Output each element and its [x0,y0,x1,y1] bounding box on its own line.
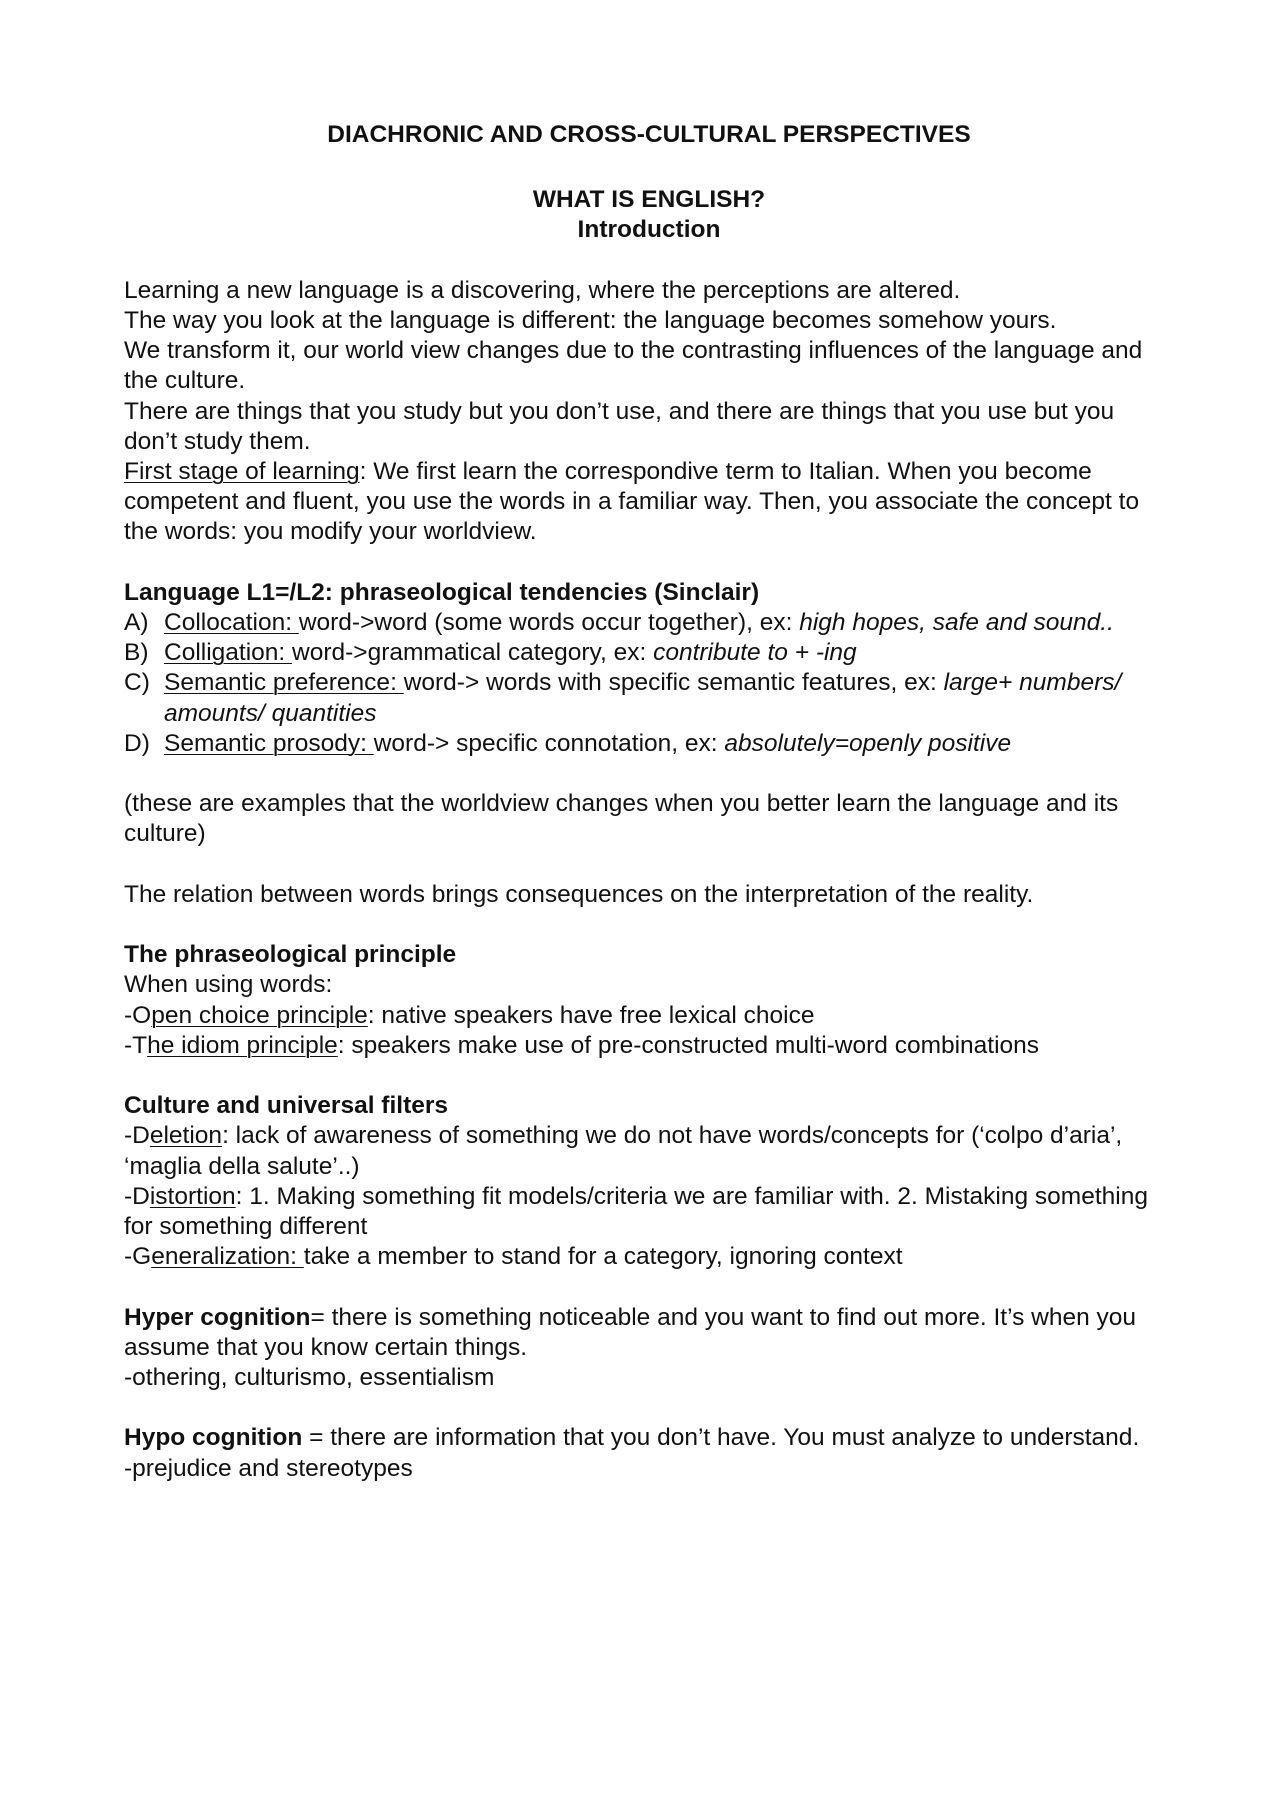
list-marker: B) [124,639,149,667]
hypo-cognition-term: Hypo cognition [124,1424,303,1452]
list-item [124,668,1174,728]
distortion-line [124,1182,1174,1242]
intro-paragraph-5 [124,457,1174,548]
examples-note: (these are examples that the worldview changes when you better learn the language and its culture) [124,790,1119,848]
idiom-label: he idiom principle [147,1031,338,1059]
item-text: word->grammatical category, ex: [292,639,654,667]
list-item [124,608,1174,638]
line-prefix: -T [124,1031,148,1059]
hyper-cognition-term: Hyper cognition [124,1303,311,1331]
collocation-label: Collocation: [164,609,299,637]
intro-paragraph-3: We transform it, our world view changes due to the contrasting influences of the language and the culture. [124,337,1143,395]
principle-lead: When using words: [124,971,333,999]
colligation-label: Colligation: [164,639,293,667]
line-prefix: -G [124,1243,152,1271]
item-text: word-> words with specific semantic features, ex: [403,669,944,697]
document-title: DIACHRONIC AND CROSS-CULTURAL PERSPECTIVES [327,121,971,148]
open-choice-label: pen choice principle [151,1001,368,1029]
tendencies-list [124,608,1174,759]
hyper-cognition-text: = there is something noticeable and you want to find out more. It’s when you assume that you know certain things. [124,1303,1137,1361]
hypo-cognition-paragraph [124,1423,1174,1453]
line-prefix: -D [124,1182,150,1210]
generalization-line [124,1242,1174,1272]
list-marker: C) [124,669,150,697]
document-subtitle: WHAT IS ENGLISH? [532,186,766,214]
semantic-prosody-label: Semantic prosody: [164,729,374,757]
line-text: : lack of awareness of something we do not have words/concepts for (‘colpo d’aria’, ‘maglia della salute’..) [124,1122,1123,1180]
list-item [124,638,1174,668]
list-item [124,729,1174,759]
item-text: word->word (some words occur together), ex: [298,609,800,637]
item-example: high hopes, safe and sound.. [799,609,1114,637]
deletion-line [124,1121,1174,1181]
item-example: absolutely=openly positive [724,729,1012,757]
line-prefix: -D [124,1122,150,1150]
first-stage-text: : We first learn the correspondive term to Italian. When you become competent and fluent, you use the words in a familiar way. Then, you associate the concept to the words: you modify your worldview. [124,458,1140,546]
item-example: contribute to + -ing [653,639,857,667]
list-marker: D) [124,729,150,757]
section-introduction: Introduction [577,216,721,244]
list-marker: A) [124,609,149,637]
phraseological-principle-heading: The phraseological principle [124,941,457,969]
document-page [124,120,1174,1484]
filters-heading: Culture and universal filters [124,1092,449,1120]
line-text: : speakers make use of pre-constructed multi-word combinations [337,1031,1040,1059]
line-text: : 1. Making something fit models/criteria we are familiar with. 2. Mistaking something for something different [124,1182,1148,1241]
open-choice-line [124,1001,1174,1031]
generalization-label: eneralization: [151,1243,304,1271]
intro-paragraph-1: Learning a new language is a discovering, where the perceptions are altered. [124,276,961,304]
hypo-cognition-examples: -prejudice and stereotypes [124,1454,413,1482]
line-prefix: -O [124,1001,152,1029]
intro-paragraph-4: There are things that you study but you don’t use, and there are things that you use but you don’t study them. [124,397,1115,455]
item-example: large+ numbers/ amounts/ quantities [164,669,1122,727]
idiom-line [124,1031,1174,1061]
hypo-cognition-text: = there are information that you don’t have. You must analyze to understand. [302,1424,1140,1452]
distortion-label: istortion [149,1182,236,1210]
item-text: word-> specific connotation, ex: [373,729,725,757]
first-stage-label: First stage of learning [124,458,360,486]
phraseological-tendencies-heading: Language L1=/L2: phraseological tendencies (Sinclair) [124,578,760,606]
hyper-cognition-paragraph [124,1303,1174,1363]
semantic-preference-label: Semantic preference: [164,669,404,697]
line-text: : native speakers have free lexical choice [367,1001,815,1029]
hyper-cognition-examples: -othering, culturismo, essentialism [124,1364,495,1392]
relation-paragraph: The relation between words brings consequences on the interpretation of the reality. [124,880,1034,908]
intro-paragraph-2: The way you look at the language is different: the language becomes somehow yours. [124,307,1057,334]
deletion-label: eletion [149,1122,223,1150]
line-text: take a member to stand for a category, ignoring context [303,1243,903,1271]
